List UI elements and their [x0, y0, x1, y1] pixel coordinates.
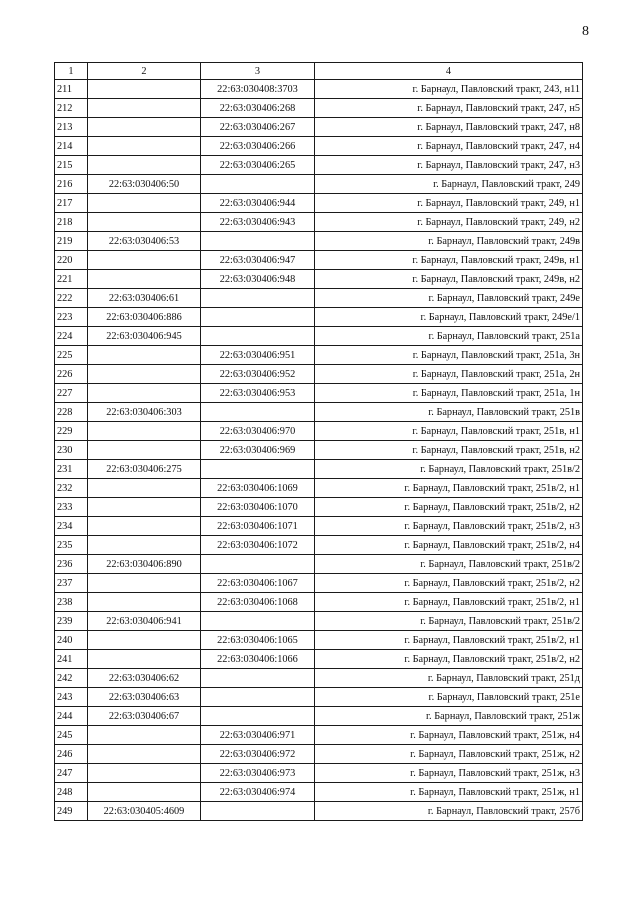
object-cadastral-number-cell: 22:63:030406:970 — [201, 422, 315, 441]
land-cadastral-number-cell: 22:63:030406:945 — [88, 327, 201, 346]
address-cell: г. Барнаул, Павловский тракт, 247, н8 — [315, 118, 583, 137]
row-number-cell: 237 — [55, 574, 88, 593]
land-cadastral-number-cell — [88, 650, 201, 669]
land-cadastral-number-cell — [88, 479, 201, 498]
table-row — [55, 232, 583, 251]
address-cell: г. Барнаул, Павловский тракт, 251в/2, н2 — [315, 650, 583, 669]
land-cadastral-number-cell — [88, 536, 201, 555]
land-cadastral-number-cell: 22:63:030405:4609 — [88, 802, 201, 821]
row-number-cell: 236 — [55, 555, 88, 574]
land-cadastral-number-cell — [88, 346, 201, 365]
address-cell: г. Барнаул, Павловский тракт, 251в/2, н1 — [315, 593, 583, 612]
land-cadastral-number-cell: 22:63:030406:50 — [88, 175, 201, 194]
address-cell: г. Барнаул, Павловский тракт, 247, н5 — [315, 99, 583, 118]
row-number-cell: 227 — [55, 384, 88, 403]
land-cadastral-number-cell — [88, 99, 201, 118]
table-row — [55, 175, 583, 194]
object-cadastral-number-cell: 22:63:030406:1069 — [201, 479, 315, 498]
object-cadastral-number-cell: 22:63:030406:944 — [201, 194, 315, 213]
object-cadastral-number-cell: 22:63:030406:1068 — [201, 593, 315, 612]
address-cell: г. Барнаул, Павловский тракт, 251а, 2н — [315, 365, 583, 384]
address-cell: г. Барнаул, Павловский тракт, 251в, н2 — [315, 441, 583, 460]
object-cadastral-number-cell — [201, 688, 315, 707]
address-cell: г. Барнаул, Павловский тракт, 257б — [315, 802, 583, 821]
row-number-cell: 212 — [55, 99, 88, 118]
address-cell: г. Барнаул, Павловский тракт, 251а, 1н — [315, 384, 583, 403]
row-number-cell: 243 — [55, 688, 88, 707]
column-header-2: 2 — [88, 63, 201, 80]
land-cadastral-number-cell — [88, 384, 201, 403]
table-row — [55, 650, 583, 669]
address-cell: г. Барнаул, Павловский тракт, 251в, н1 — [315, 422, 583, 441]
object-cadastral-number-cell: 22:63:030406:266 — [201, 137, 315, 156]
object-cadastral-number-cell: 22:63:030406:267 — [201, 118, 315, 137]
page-number: 8 — [582, 24, 589, 39]
row-number-cell: 211 — [55, 80, 88, 99]
address-cell: г. Барнаул, Павловский тракт, 251в/2 — [315, 612, 583, 631]
address-cell: г. Барнаул, Павловский тракт, 243, н11 — [315, 80, 583, 99]
row-number-cell: 228 — [55, 403, 88, 422]
table-row — [55, 384, 583, 403]
land-cadastral-number-cell — [88, 764, 201, 783]
table-row — [55, 726, 583, 745]
address-cell: г. Барнаул, Павловский тракт, 247, н4 — [315, 137, 583, 156]
row-number-cell: 238 — [55, 593, 88, 612]
row-number-cell: 248 — [55, 783, 88, 802]
address-cell: г. Барнаул, Павловский тракт, 251д — [315, 669, 583, 688]
address-cell: г. Барнаул, Павловский тракт, 251в/2, н1 — [315, 479, 583, 498]
table-row — [55, 612, 583, 631]
object-cadastral-number-cell: 22:63:030406:973 — [201, 764, 315, 783]
column-header-1: 1 — [55, 63, 88, 80]
address-cell: г. Барнаул, Павловский тракт, 251а — [315, 327, 583, 346]
table-row — [55, 308, 583, 327]
row-number-cell: 224 — [55, 327, 88, 346]
row-number-cell: 246 — [55, 745, 88, 764]
row-number-cell: 242 — [55, 669, 88, 688]
land-cadastral-number-cell — [88, 251, 201, 270]
object-cadastral-number-cell — [201, 707, 315, 726]
land-cadastral-number-cell — [88, 422, 201, 441]
table-row — [55, 270, 583, 289]
table-row — [55, 194, 583, 213]
address-cell: г. Барнаул, Павловский тракт, 249в, н1 — [315, 251, 583, 270]
cadastral-table — [54, 62, 583, 821]
row-number-cell: 241 — [55, 650, 88, 669]
table-row — [55, 289, 583, 308]
object-cadastral-number-cell — [201, 232, 315, 251]
object-cadastral-number-cell: 22:63:030406:1071 — [201, 517, 315, 536]
table-row — [55, 441, 583, 460]
row-number-cell: 245 — [55, 726, 88, 745]
land-cadastral-number-cell — [88, 194, 201, 213]
object-cadastral-number-cell: 22:63:030406:971 — [201, 726, 315, 745]
address-cell: г. Барнаул, Павловский тракт, 249е — [315, 289, 583, 308]
address-cell: г. Барнаул, Павловский тракт, 249е/1 — [315, 308, 583, 327]
table-header-row — [55, 63, 583, 80]
address-cell: г. Барнаул, Павловский тракт, 249 — [315, 175, 583, 194]
object-cadastral-number-cell: 22:63:030406:951 — [201, 346, 315, 365]
table-row — [55, 574, 583, 593]
address-cell: г. Барнаул, Павловский тракт, 251в/2 — [315, 460, 583, 479]
address-cell: г. Барнаул, Павловский тракт, 251в/2, н2 — [315, 498, 583, 517]
row-number-cell: 230 — [55, 441, 88, 460]
row-number-cell: 240 — [55, 631, 88, 650]
object-cadastral-number-cell — [201, 612, 315, 631]
land-cadastral-number-cell — [88, 213, 201, 232]
row-number-cell: 216 — [55, 175, 88, 194]
object-cadastral-number-cell — [201, 460, 315, 479]
address-cell: г. Барнаул, Павловский тракт, 249в, н2 — [315, 270, 583, 289]
table-row — [55, 365, 583, 384]
row-number-cell: 229 — [55, 422, 88, 441]
object-cadastral-number-cell: 22:63:030406:947 — [201, 251, 315, 270]
table-row — [55, 251, 583, 270]
object-cadastral-number-cell: 22:63:030406:952 — [201, 365, 315, 384]
land-cadastral-number-cell — [88, 156, 201, 175]
table-row — [55, 213, 583, 232]
land-cadastral-number-cell — [88, 498, 201, 517]
land-cadastral-number-cell: 22:63:030406:886 — [88, 308, 201, 327]
address-cell: г. Барнаул, Павловский тракт, 251е — [315, 688, 583, 707]
table-row — [55, 707, 583, 726]
row-number-cell: 235 — [55, 536, 88, 555]
land-cadastral-number-cell — [88, 118, 201, 137]
address-cell: г. Барнаул, Павловский тракт, 249, н1 — [315, 194, 583, 213]
table-row — [55, 498, 583, 517]
land-cadastral-number-cell — [88, 726, 201, 745]
table-row — [55, 745, 583, 764]
object-cadastral-number-cell — [201, 308, 315, 327]
land-cadastral-number-cell — [88, 517, 201, 536]
address-cell: г. Барнаул, Павловский тракт, 251ж — [315, 707, 583, 726]
address-cell: г. Барнаул, Павловский тракт, 251ж, н3 — [315, 764, 583, 783]
address-cell: г. Барнаул, Павловский тракт, 251ж, н4 — [315, 726, 583, 745]
row-number-cell: 213 — [55, 118, 88, 137]
land-cadastral-number-cell — [88, 270, 201, 289]
table-row — [55, 555, 583, 574]
row-number-cell: 239 — [55, 612, 88, 631]
object-cadastral-number-cell: 22:63:030406:265 — [201, 156, 315, 175]
table-row — [55, 403, 583, 422]
address-cell: г. Барнаул, Павловский тракт, 251в/2 — [315, 555, 583, 574]
land-cadastral-number-cell — [88, 631, 201, 650]
address-cell: г. Барнаул, Павловский тракт, 251ж, н1 — [315, 783, 583, 802]
table-row — [55, 327, 583, 346]
row-number-cell: 233 — [55, 498, 88, 517]
object-cadastral-number-cell — [201, 175, 315, 194]
object-cadastral-number-cell — [201, 802, 315, 821]
address-cell: г. Барнаул, Павловский тракт, 251в/2, н4 — [315, 536, 583, 555]
row-number-cell: 249 — [55, 802, 88, 821]
column-header-3: 3 — [201, 63, 315, 80]
object-cadastral-number-cell — [201, 555, 315, 574]
table-row — [55, 802, 583, 821]
row-number-cell: 232 — [55, 479, 88, 498]
land-cadastral-number-cell — [88, 593, 201, 612]
object-cadastral-number-cell: 22:63:030406:1070 — [201, 498, 315, 517]
row-number-cell: 222 — [55, 289, 88, 308]
object-cadastral-number-cell — [201, 289, 315, 308]
address-cell: г. Барнаул, Павловский тракт, 251ж, н2 — [315, 745, 583, 764]
table-row — [55, 137, 583, 156]
table-row — [55, 669, 583, 688]
land-cadastral-number-cell: 22:63:030406:61 — [88, 289, 201, 308]
table-row — [55, 99, 583, 118]
land-cadastral-number-cell — [88, 574, 201, 593]
table-row — [55, 479, 583, 498]
object-cadastral-number-cell: 22:63:030408:3703 — [201, 80, 315, 99]
table-row — [55, 422, 583, 441]
row-number-cell: 217 — [55, 194, 88, 213]
table-row — [55, 80, 583, 99]
table-row — [55, 764, 583, 783]
table-row — [55, 631, 583, 650]
row-number-cell: 215 — [55, 156, 88, 175]
table-row — [55, 346, 583, 365]
object-cadastral-number-cell: 22:63:030406:969 — [201, 441, 315, 460]
table-row — [55, 593, 583, 612]
table-row — [55, 536, 583, 555]
object-cadastral-number-cell: 22:63:030406:1067 — [201, 574, 315, 593]
row-number-cell: 220 — [55, 251, 88, 270]
row-number-cell: 231 — [55, 460, 88, 479]
row-number-cell: 244 — [55, 707, 88, 726]
address-cell: г. Барнаул, Павловский тракт, 249, н2 — [315, 213, 583, 232]
land-cadastral-number-cell — [88, 441, 201, 460]
address-cell: г. Барнаул, Павловский тракт, 249в — [315, 232, 583, 251]
land-cadastral-number-cell: 22:63:030406:303 — [88, 403, 201, 422]
address-cell: г. Барнаул, Павловский тракт, 247, н3 — [315, 156, 583, 175]
table-row — [55, 783, 583, 802]
row-number-cell: 214 — [55, 137, 88, 156]
land-cadastral-number-cell — [88, 137, 201, 156]
land-cadastral-number-cell — [88, 745, 201, 764]
row-number-cell: 218 — [55, 213, 88, 232]
row-number-cell: 226 — [55, 365, 88, 384]
object-cadastral-number-cell: 22:63:030406:953 — [201, 384, 315, 403]
land-cadastral-number-cell: 22:63:030406:941 — [88, 612, 201, 631]
table-row — [55, 517, 583, 536]
object-cadastral-number-cell: 22:63:030406:1065 — [201, 631, 315, 650]
row-number-cell: 225 — [55, 346, 88, 365]
column-header-4: 4 — [315, 63, 583, 80]
address-cell: г. Барнаул, Павловский тракт, 251в/2, н3 — [315, 517, 583, 536]
row-number-cell: 234 — [55, 517, 88, 536]
row-number-cell: 223 — [55, 308, 88, 327]
object-cadastral-number-cell — [201, 669, 315, 688]
table-body — [55, 80, 583, 821]
row-number-cell: 219 — [55, 232, 88, 251]
object-cadastral-number-cell: 22:63:030406:948 — [201, 270, 315, 289]
address-cell: г. Барнаул, Павловский тракт, 251а, 3н — [315, 346, 583, 365]
table-row — [55, 118, 583, 137]
object-cadastral-number-cell — [201, 403, 315, 422]
table-row — [55, 688, 583, 707]
land-cadastral-number-cell: 22:63:030406:275 — [88, 460, 201, 479]
address-cell: г. Барнаул, Павловский тракт, 251в — [315, 403, 583, 422]
land-cadastral-number-cell: 22:63:030406:890 — [88, 555, 201, 574]
object-cadastral-number-cell: 22:63:030406:1072 — [201, 536, 315, 555]
table-row — [55, 460, 583, 479]
land-cadastral-number-cell — [88, 365, 201, 384]
object-cadastral-number-cell: 22:63:030406:268 — [201, 99, 315, 118]
row-number-cell: 247 — [55, 764, 88, 783]
table-row — [55, 156, 583, 175]
row-number-cell: 221 — [55, 270, 88, 289]
object-cadastral-number-cell — [201, 327, 315, 346]
land-cadastral-number-cell: 22:63:030406:63 — [88, 688, 201, 707]
object-cadastral-number-cell: 22:63:030406:974 — [201, 783, 315, 802]
land-cadastral-number-cell: 22:63:030406:67 — [88, 707, 201, 726]
object-cadastral-number-cell: 22:63:030406:943 — [201, 213, 315, 232]
object-cadastral-number-cell: 22:63:030406:1066 — [201, 650, 315, 669]
object-cadastral-number-cell: 22:63:030406:972 — [201, 745, 315, 764]
address-cell: г. Барнаул, Павловский тракт, 251в/2, н2 — [315, 574, 583, 593]
land-cadastral-number-cell: 22:63:030406:62 — [88, 669, 201, 688]
address-cell: г. Барнаул, Павловский тракт, 251в/2, н1 — [315, 631, 583, 650]
land-cadastral-number-cell — [88, 783, 201, 802]
land-cadastral-number-cell — [88, 80, 201, 99]
land-cadastral-number-cell: 22:63:030406:53 — [88, 232, 201, 251]
